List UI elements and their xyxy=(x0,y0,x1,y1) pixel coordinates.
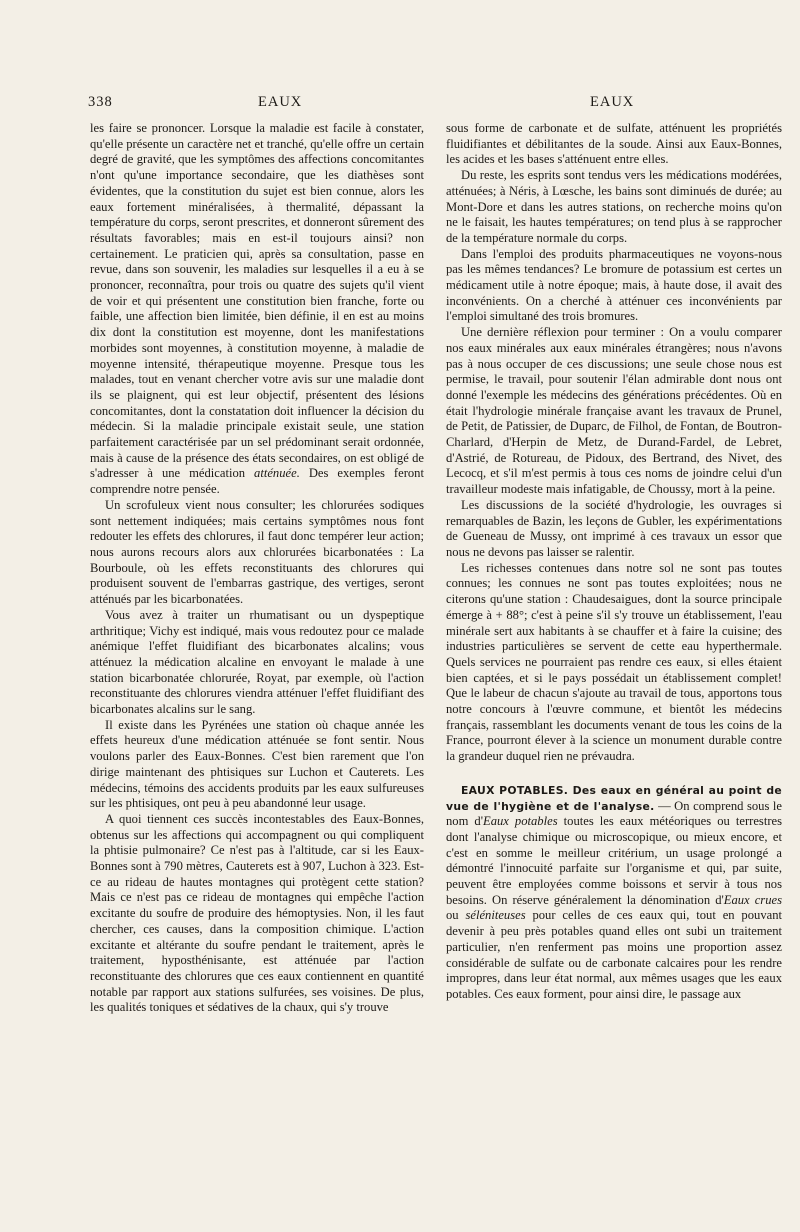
paragraph: sous forme de carbonate et de sulfate, atténuent les propriétés fluidifiantes et débilitantes de la soude. Ainsi aux Eaux-Bonnes, les acides et les bases s'atténuent entre elles. xyxy=(446,121,782,167)
paragraph xyxy=(90,121,424,498)
paragraph-text: pour celles de ces eaux qui, tout en pouvant devenir à peu près potables quand elles ont subi un traitement particulier, n'en renferment pas moins une proportion assez considérable de sulfate ou de carbonate calcaires pour les rendre impropres, dans leur état normal, aux mêmes usages que les eaux potables. Ces eaux forment, pour ainsi dire, le passage aux xyxy=(446,908,782,1001)
section-heading: EAUX POTABLES. Des eaux en général au point de vue de l'hygiène et de l'analyse. xyxy=(446,783,782,813)
paragraph-text: toutes les eaux météoriques ou terrestres dont l'analyse chimique ou microscopique, ou mieux encore, et c'est en somme le meilleur critérium, un usage prolongé a démontré l'innocuité parfaite sur l'organisme et qui, par suite, peuvent être employées comme boissons et servir à tous nos besoins. On réserve généralement la dénomination d' xyxy=(446,814,782,907)
paragraph-text: les faire se prononcer. Lorsque la maladie est facile à constater, qu'elle présente un caractère net et tranché, qu'elle offre un certain degré de gravité, que les symptômes des affections concomitantes n'ont qu'une importance secondaire, que les diathèses sont évidentes, que la constitution du sujet est bien connue, alors les eaux fortement minéralisées, à thermalité, dépassant la température du corps, seront prescrites, et donneront sûrement des résultats favorables; mais en est-il toujours ainsi? non certainement. Le praticien qui, après sa consultation, passe en revue, dans son souvenir, les maladies sur lesquelles il a eu à se prononcer, reconnaîtra, pour trois ou quatre des sujets qu'il vient de voir et qui présentent une constitution bien franche, forte ou faible, une affection bien limitée, bien définie, il en est au moins dix dont la constitution est moyenne, dont les manifestations morbides sont moyennes, à constitution moyenne, à maladie de moyenne intensité, thérapeutique moyenne. Presque tous les malades, tout en venant chercher votre avis sur une maladie dont ils se plaignent, qui est leur objectif, présentent des lésions concomitantes, dont la constatation doit influencer la décision du médecin. Si la maladie principale existait seule, une station parfaitement caractérisée par un sel prédominant serait ordonnée, mais à cause de la présence des états secondaires, on est obligé de s'adresser à une médication xyxy=(90,121,424,481)
paragraph-text: ou xyxy=(446,908,466,923)
paragraph: Les richesses contenues dans notre sol ne sont pas toutes connues; les connues ne sont pas toutes exploitées; nous ne citerons qu'une station : Chaudesaigues, dont la source principale émerge à + 88°; c'est à peine s'il s'y trouve un établissement, l'eau minérale sert aux habitants à se chauffer et à faire la cuisine; des industries particulières se servent de cette eau hyperthermale. Quels services ne pourraient pas rendre ces eaux, si elles étaient bien captées, et si le pays possédait un établissement complet! Que le labeur de chacun s'ajoute au travail de tous, apportons tous notre concours à l'œuvre commune, et bientôt les médecins français, rassemblant les documents venant de tous les coins de la France, pourront élever à la science un monument durable contre la grandeur duquel rien ne prévaudra. xyxy=(446,560,782,764)
section-paragraph xyxy=(446,783,782,1003)
emphasis-text: séléniteuses xyxy=(465,908,526,923)
emphasis-text: Eaux crues xyxy=(723,892,782,907)
running-title-right: EAUX xyxy=(590,94,635,110)
paragraph-text: — On comprend sous le nom d' xyxy=(446,798,782,829)
paragraph: Il existe dans les Pyrénées une station où chaque année les effets heureux d'une médication atténuée se font sentir. Nous voulons parler des Eaux-Bonnes. C'est bien rarement que l'on dirige maintenant des phtisiques sur Luchon et Cauterets. Les médecins, témoins des accidents produits par les eaux sulfureuses sur les phtisiques, ont peu à peu abandonné leur usage. xyxy=(90,717,424,811)
paragraph: Dans l'emploi des produits pharmaceutiques ne voyons-nous pas les mêmes tendances? Le bromure de potassium est certes un médicament utile à notre époque; mais, à haute dose, il avait des inconvénients. On a cherché à atténuer ces inconvénients par l'emploi simultané des trois bromures. xyxy=(446,246,782,324)
paragraph: Vous avez à traiter un rhumatisant ou un dyspeptique arthritique; Vichy est indiqué, mais vous redoutez pour ce malade anémique l'effet fluidifiant des bicarbonates alcalins; vous atténuez la médication alcaline en envoyant le malade à une station bicarbonatée chlorurée, Royat, par exemple, où l'action reconstituante des chlorures viendra atténuer l'effet fluidifiant des bicarbonates alcalins sur le sang. xyxy=(90,607,424,717)
emphasis-text: atténuée. xyxy=(254,466,300,481)
paragraph: Une dernière réflexion pour terminer : On a voulu comparer nos eaux minérales aux eaux minérales étrangères; nous n'avons pas à nous occuper de ces discussions; une seule chose nous est permise, le travail, pour soutenir l'élan admirable dont nous ont donné l'exemple les médecins des générations précédentes. Où en était l'hydrologie minérale française avant les travaux de Prunel, de Petit, de Patissier, de Duparc, de Filhol, de Fontan, de Boutron-Charlard, d'Herpin de Metz, de Durand-Fardel, de Lebret, d'Astrié, de Rotureau, de Pidoux, des Bertrand, des Nivet, des Lecocq, et s'il m'est permis à tous ces noms de joindre celui d'un travailleur modeste mais infatigable, de Choussy, mort à la peine. xyxy=(446,325,782,497)
right-column xyxy=(446,121,782,1141)
running-title-left: EAUX xyxy=(258,94,303,110)
paragraph: Les discussions de la société d'hydrologie, les ouvrages si remarquables de Bazin, les leçons de Gubler, les expérimentations de Gueneau de Mussy, ont imprimé à ces travaux un essor que nous ne devons pas laisser se ralentir. xyxy=(446,497,782,559)
paragraph-text: Des exemples feront comprendre notre pensée. xyxy=(90,466,424,497)
paragraph: Du reste, les esprits sont tendus vers les médications modérées, atténuées; à Néris, à Lœsche, les bains sont diminués de durée; au Mont-Dore et dans les autres stations, on recherche moins qu'on ne le faisait, les hautes températures; on tend plus à se rapprocher de la température normale du corps. xyxy=(446,168,782,245)
left-column xyxy=(90,121,424,1141)
page-number: 338 xyxy=(88,94,113,110)
paragraph: Un scrofuleux vient nous consulter; les chlorurées sodiques sont nettement indiquées; mais certains symptômes nous font redouter les effets des chlorures, il faut donc tempérer leur action; nous aurons recours alors aux chlorurées bicarbonatées : La Bourboule, où les effets reconstituants des chlorures qui produisent souvent de l'embarras gastrique, des vertiges, seront atténués par les bicarbonatées. xyxy=(90,497,424,607)
emphasis-text: Eaux potables xyxy=(483,814,558,829)
paragraph: A quoi tiennent ces succès incontestables des Eaux-Bonnes, obtenus sur les affections qui accompagnent ou qui compliquent la phtisie pulmonaire? Ce n'est pas à l'altitude, car si les Eaux-Bonnes sont à 790 mètres, Cauterets est à 907, Luchon à 323. Est-ce au rideau de hautes montagnes qui protègent cette station? Mais ce n'est pas ce rideau de montagnes qui empêche l'action excitante du soufre de produire des hémoptysies. Non, il les faut chercher, ces causes, dans la composition chimique. L'action excitante et altérante du soufre pendant le traitement, après le traitement, hyposthénisante, est atténuée par l'action reconstituante des chlorures que ces eaux contiennent en quantité notable par rapport aux stations sulfurées, ses voisines. De plus, les qualités toniques et sédatives de la chaux, qui s'y trouve xyxy=(90,811,424,1015)
